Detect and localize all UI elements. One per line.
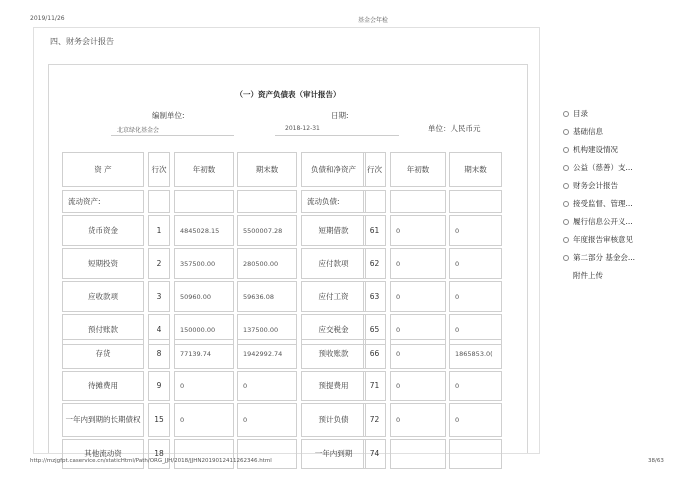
table-cell-e2: 0 [449,248,502,279]
table-cell-e2 [449,439,502,469]
table-cell-ln: 4 [148,314,170,345]
table-cell-b1: 50960.00 [174,281,234,312]
nav-item-label: 附件上传 [573,271,603,280]
table-cell-b2: 0 [390,371,446,401]
table-header-cell: 负债和净资产 [301,152,366,187]
nav-item-label: 公益（慈善）支... [573,163,633,172]
table-header-cell: 年初数 [390,152,446,187]
table-header-cell: 期末数 [449,152,502,187]
table-header-cell: 资 产 [62,152,144,187]
table-cell-ln: 2 [148,248,170,279]
table-cell-e2: 0 [449,215,502,246]
table-cell-b1: 4845028.15 [174,215,234,246]
nav-bullet-icon [563,111,569,117]
table-cell-ln: 18 [148,439,170,469]
report-sheet [48,64,528,458]
table-cell-e1: 59636.08 [237,281,297,312]
table-cell-l: 应交税金 [301,314,366,345]
table-cell-b2: 0 [390,281,446,312]
nav-bullet-icon [563,237,569,243]
table-cell-a: 待摊费用 [62,371,144,401]
table-cell-b1: 0 [174,371,234,401]
table-cell-ln: 9 [148,371,170,401]
table-cell-a: 一年内到期的长期债权 [62,403,144,437]
table-cell-ln2: 61 [363,215,386,246]
date-label: 日期: [331,111,349,120]
table-cell-b1: 150000.00 [174,314,234,345]
table-cell-ln2 [363,190,386,213]
table-header-cell: 行次 [148,152,170,187]
table-cell-e1 [237,439,297,469]
table-cell-ln: 15 [148,403,170,437]
table-cell-b2: 0 [390,314,446,345]
table-cell-b2: 0 [390,248,446,279]
table-cell-ln2: 63 [363,281,386,312]
table-cell-e1: 5500007.28 [237,215,297,246]
table-cell-e1 [237,190,297,213]
nav-item-label: 接受监督、管理... [573,199,633,208]
table-header-cell: 年初数 [174,152,234,187]
unit-value: 北京绿化基金会 [117,127,160,134]
table-cell-ln2: 62 [363,248,386,279]
table-cell-b1: 77139.74 [174,339,234,369]
table-cell-e2: 0 [449,403,502,437]
table-cell-ln2: 66 [363,339,386,369]
date-value: 2018-12-31 [285,125,320,132]
table-cell-a: 预付账款 [62,314,144,345]
table-cell-ln: 3 [148,281,170,312]
table-cell-b2 [390,439,446,469]
nav-item-label: 机构建设情况 [573,145,618,154]
table-cell-ln2: 65 [363,314,386,345]
table-cell-l: 预收账款 [301,339,366,369]
table-header-cell: 期末数 [237,152,297,187]
table-cell-ln2: 74 [363,439,386,469]
table-cell-ln: 1 [148,215,170,246]
nav-item-label: 履行信息公开义... [573,217,633,226]
nav-bullet-icon [563,183,569,189]
table-cell-e1: 280500.00 [237,248,297,279]
table-cell-ln2: 71 [363,371,386,401]
table-cell-l: 一年内到期 [301,439,366,469]
table-cell-a: 流动资产: [62,190,144,213]
print-title: 基金会年检 [358,17,389,24]
nav-bullet-icon [563,129,569,135]
table-cell-e2: 0 [449,314,502,345]
unit-label: 编制单位: [152,111,185,120]
table-cell-b2: 0 [390,403,446,437]
table-cell-e1: 137500.00 [237,314,297,345]
table-cell-l: 短期借款 [301,215,366,246]
table-cell-b2: 0 [390,215,446,246]
table-cell-l: 预计负债 [301,403,366,437]
table-cell-b2: 0 [390,339,446,369]
table-cell-l: 应付工资 [301,281,366,312]
table-cell-ln2: 72 [363,403,386,437]
nav-item-label: 第二部分 基金会... [573,253,636,262]
table-cell-e2 [449,190,502,213]
table-cell-b1: 357500.00 [174,248,234,279]
table-cell-b2 [390,190,446,213]
nav-bullet-icon [563,201,569,207]
table-cell-l: 流动负债: [301,190,366,213]
nav-bullet-icon [563,147,569,153]
nav-item-label: 财务会计报告 [573,181,618,190]
currency-unit: 单位：人民币元 [428,124,481,133]
nav-item-label: 年度报告审核意见 [573,235,633,244]
table-cell-l: 预提费用 [301,371,366,401]
table-cell-a: 应收款项 [62,281,144,312]
table-cell-e1: 0 [237,403,297,437]
table-header-cell: 行次 [363,152,386,187]
unit-underline [111,135,234,136]
nav-bullet-icon [563,219,569,225]
table-cell-b1 [174,439,234,469]
page-number: 38/63 [648,458,664,464]
table-cell-a: 存货 [62,339,144,369]
table-cell-ln: 8 [148,339,170,369]
page-url: http://mzjgfpt.caservice.cn/staticHtml/Path/ORG_JJH/2018/JJHN20190124112623​46.html [30,458,272,464]
table-cell-e2: 1865853.0( [449,339,502,369]
table-cell-l: 应付款项 [301,248,366,279]
table-cell-e2: 0 [449,281,502,312]
table-cell-e2: 0 [449,371,502,401]
table-cell-b1 [174,190,234,213]
table-cell-ln [148,190,170,213]
table-cell-e1: 0 [237,371,297,401]
nav-bullet-icon [563,165,569,171]
report-title: （一）资产负债表（审计报告） [235,90,341,99]
print-date: 2019/11/26 [30,15,65,22]
date-underline [275,135,399,136]
table-cell-a: 短期投资 [62,248,144,279]
table-cell-e1: 1942992.74 [237,339,297,369]
table-cell-b1: 0 [174,403,234,437]
table-cell-a: 货币资金 [62,215,144,246]
nav-item-label: 目录 [573,109,588,118]
table-cell-a: 其他流动资 [62,439,144,469]
section-title: 四、财务会计报告 [50,37,114,46]
nav-bullet-icon [563,255,569,261]
nav-item-label: 基础信息 [573,127,603,136]
